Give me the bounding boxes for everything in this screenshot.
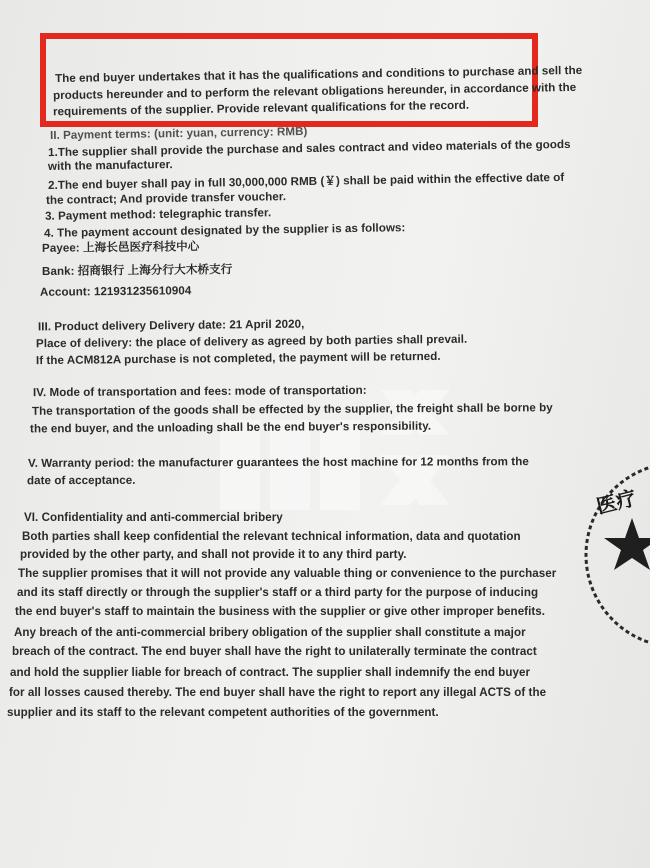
text-line: the end buyer's staff to maintain the business with the supplier or give other improper benefits.	[15, 605, 546, 618]
text-line: and hold the supplier liable for breach of contract. The supplier shall indemnify the end buyer	[10, 666, 531, 679]
text-line: supplier and its staff to the relevant competent authorities of the government.	[7, 706, 439, 719]
text-line: Both parties shall keep confidential the relevant technical information, data and quotation	[22, 530, 521, 543]
section-heading: VI. Confidentiality and anti-commercial bribery	[24, 511, 283, 524]
section-heading: II. Payment terms: (unit: yuan, currency: RMB)	[49, 124, 308, 143]
text-line: date of acceptance.	[26, 473, 136, 488]
text-line: 1.The supplier shall provide the purchase and sales contract and video materials of the goods	[47, 137, 571, 160]
account-line: Account: 121931235610904	[39, 284, 192, 299]
text-line: Place of delivery: the place of delivery as agreed by both parties shall prevail.	[35, 332, 468, 351]
text-line: If the ACM812A purchase is not completed, the payment will be returned.	[35, 349, 441, 368]
text-line: the contract; And provide transfer voucher.	[45, 190, 287, 207]
text-line: breach of the contract. The end buyer shall have the right to unilaterally terminate the contract	[12, 645, 537, 658]
text-line: and its staff directly or through the supplier's staff or a third party for the purpose of inducing	[17, 586, 539, 599]
text-line: provided by the other party, and shall not provide it to any third party.	[20, 548, 407, 561]
bank-line: Bank: 招商银行 上海分行大木桥支行	[41, 263, 233, 278]
highlight-line: requirements of the supplier. Provide relevant qualifications for the record.	[52, 98, 470, 119]
text-line: Any breach of the anti-commercial bribery obligation of the supplier shall constitute a major	[14, 626, 526, 639]
text-line: 3. Payment method: telegraphic transfer.	[44, 206, 272, 223]
payee-line: Payee: 上海长邑医疗科技中心	[41, 240, 200, 255]
section-heading: IV. Mode of transportation and fees: mode of transportation:	[32, 383, 367, 400]
section-heading: V. Warranty period: the manufacturer guarantees the host machine for 12 months from the	[27, 455, 529, 470]
highlight-line: products hereunder and to perform the relevant obligations hereunder, in accordance with the	[52, 80, 577, 103]
text-line: the end buyer, and the unloading shall be the end buyer's responsibility.	[29, 419, 432, 436]
seal-text: 医疗	[594, 485, 639, 519]
section-heading: III. Product delivery Delivery date: 21 April 2020,	[37, 317, 305, 334]
seal-star-icon	[604, 518, 650, 570]
text-line: The supplier promises that it will not provide any valuable thing or convenience to the purchaser	[18, 567, 557, 580]
text-line: for all losses caused thereby. The end buyer shall have the right to report any illegal ACTS of the	[9, 686, 547, 699]
text-line: with the manufacturer.	[47, 158, 173, 173]
text-line: The transportation of the goods shall be effected by the supplier, the freight shall be borne by	[31, 401, 553, 418]
highlight-line: The end buyer undertakes that it has the qualifications and conditions to purchase and sell the	[54, 63, 583, 86]
text-line: 4. The payment account designated by the supplier is as follows:	[43, 221, 406, 240]
text-line: 2.The end buyer shall pay in full 30,000,000 RMB (￥) shall be paid within the effective date of	[47, 170, 565, 193]
